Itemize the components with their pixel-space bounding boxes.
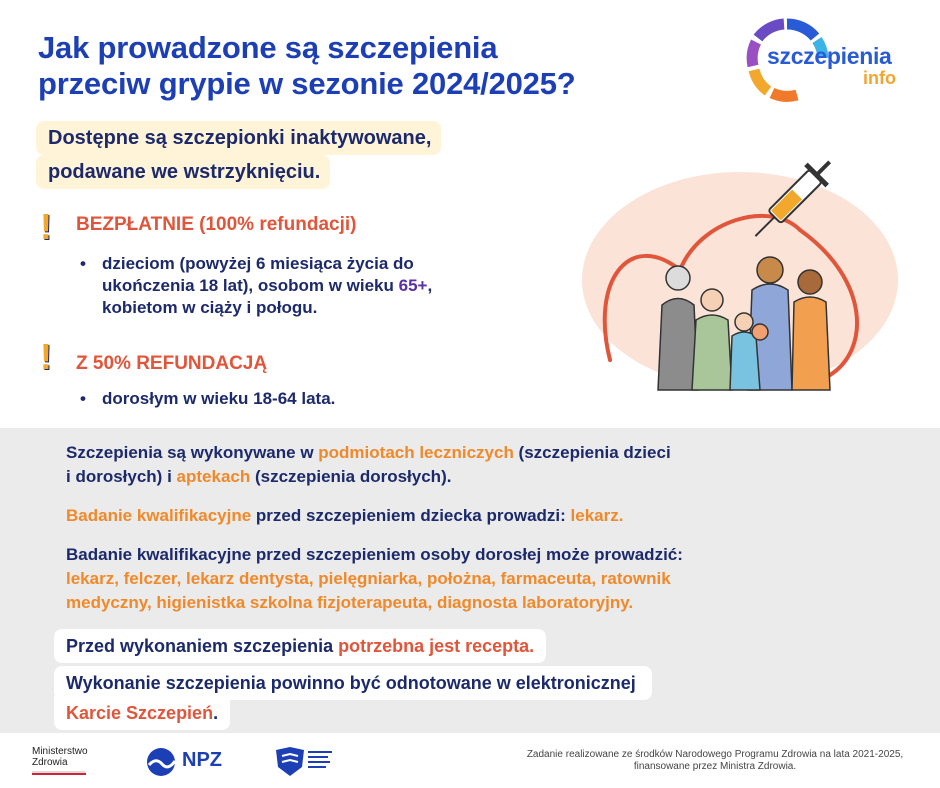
list-item: • dorosłym w wieku 18-64 lata.: [80, 388, 550, 410]
adult-qualification: [66, 543, 906, 615]
record-box: [54, 666, 844, 730]
logo-subtext: info: [863, 68, 896, 88]
page-title: [38, 30, 738, 102]
intro-highlight: [36, 121, 441, 189]
ministry-line-1: Ministerstwo: [32, 746, 88, 757]
record-line-2: [54, 696, 230, 730]
funding-note-line-2: finansowane przez Ministra Zdrowia.: [633, 761, 797, 772]
intro-line-2: podawane we wstrzyknięciu.: [36, 155, 330, 189]
intro-line-1: Dostępne są szczepionki inaktywowane,: [36, 121, 441, 155]
logo-text: szczepienia: [767, 43, 892, 69]
half-heading: Z 50% REFUNDACJĄ: [76, 353, 268, 374]
ministry-line-2: Zdrowia: [32, 757, 68, 768]
szczepienia-info-logo: [745, 18, 915, 108]
half-list: [80, 388, 550, 410]
adult-qual-list-1: lekarz, felczer, lekarz dentysta, pielęgniarka, położna, farmaceuta, ratownik: [66, 569, 671, 588]
record-line-1: Wykonanie szczepienia powinno być odnotowane w elektronicznej: [54, 666, 652, 700]
adult-qual-list-2: medyczny, higienistka szkolna fizjoterapeuta, diagnosta laboratoryjny.: [66, 593, 634, 612]
where-highlight-1: podmiotach leczniczych: [318, 443, 514, 462]
where-highlight-2: aptekach: [176, 467, 251, 486]
child-qual-highlight-2: lekarz.: [570, 506, 624, 525]
nizp-logo: [274, 747, 334, 782]
list-item: [80, 253, 550, 319]
funding-note: [520, 749, 910, 773]
npz-wave-icon: [146, 747, 178, 777]
nizp-shield-icon: [274, 747, 334, 777]
record-text-2: .: [213, 703, 219, 723]
free-b1-part4: kobietom w ciąży i połogu.: [102, 298, 318, 317]
age-65-highlight: 65+: [398, 276, 428, 295]
npz-logo: [146, 747, 222, 782]
polish-flag-bar-icon: [32, 771, 86, 775]
exclamation-icon: !: [40, 336, 52, 377]
where-text-1: Szczepienia są wykonywane w: [66, 443, 319, 462]
where-text-2: (szczepienia dzieci: [513, 443, 671, 462]
child-qual-highlight-1: Badanie kwalifikacyjne: [66, 506, 252, 525]
funding-note-line-1: Zadanie realizowane ze środków Narodowego Programu Zdrowia na lata 2021-2025,: [526, 749, 904, 760]
title-line-1: Jak prowadzone są szczepienia: [38, 30, 498, 65]
family-vaccination-illustration: [570, 160, 910, 400]
prescription-highlight: potrzebna jest recepta.: [338, 636, 535, 656]
free-b1-part3: ,: [427, 276, 433, 295]
record-highlight: Karcie Szczepień: [66, 703, 214, 723]
child-qualification: [66, 504, 886, 528]
free-b1-part1: dzieciom (powyżej 6 miesiąca życia do: [102, 254, 414, 273]
npz-text: NPZ: [182, 749, 222, 771]
free-heading: BEZPŁATNIE (100% refundacji): [76, 214, 357, 235]
title-line-2: przeciw grypie w sezonie 2024/2025?: [38, 66, 576, 101]
prescription-box: [54, 629, 546, 663]
adult-qual-text: Badanie kwalifikacyjne przed szczepieniem osoby dorosłej może prowadzić:: [66, 545, 683, 564]
exclamation-icon: !: [40, 206, 52, 247]
free-list: [80, 253, 550, 319]
ministry-logo: [32, 746, 88, 768]
prescription-text-1: Przed wykonaniem szczepienia: [66, 636, 339, 656]
where-text-4: (szczepienia dorosłych).: [250, 467, 452, 486]
prescription-text: [54, 629, 546, 663]
child-qual-text: przed szczepieniem dziecka prowadzi:: [251, 506, 571, 525]
footer: [0, 733, 940, 788]
where-text-3: i dorosłych) i: [66, 467, 177, 486]
where-paragraph: [66, 441, 886, 489]
free-b1-part2: ukończenia 18 lat), osobom w wieku: [102, 276, 399, 295]
